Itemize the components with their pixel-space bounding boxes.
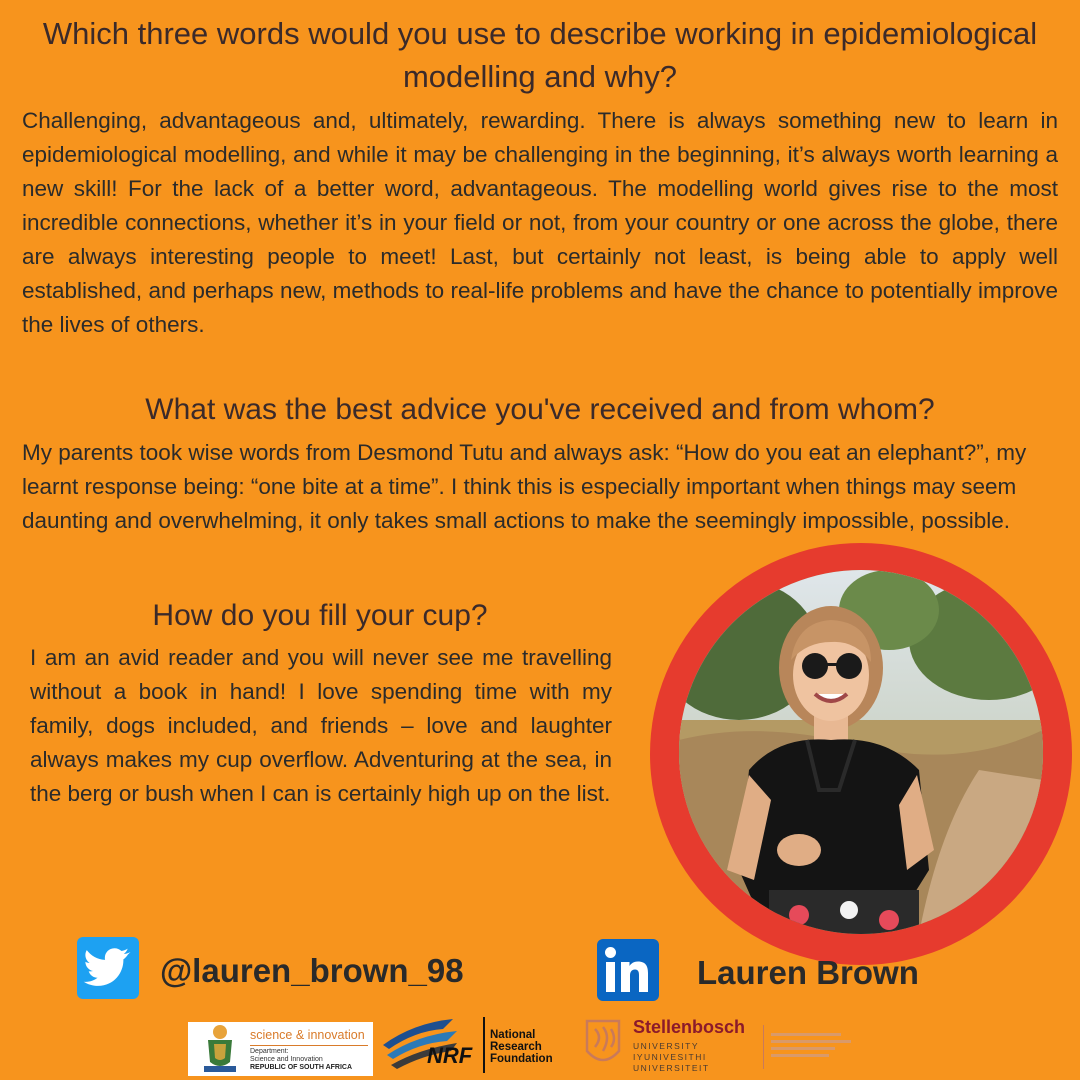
dsi-divider [250,1045,368,1046]
su-lines [633,1041,710,1074]
nrf-abbr: NRF [427,1043,473,1068]
coat-of-arms-icon [194,1022,246,1076]
su-line2: IYUNIVESITHI [633,1052,707,1062]
linkedin-name[interactable]: Lauren Brown [697,954,919,991]
dsi-line1: science & innovation [250,1028,365,1042]
twitter-handle[interactable]: @lauren_brown_98 [160,952,464,989]
dsi-line3: Science and Innovation [250,1056,323,1063]
stellenbosch-crest-icon [583,1017,623,1073]
dsi-line2: Department: [250,1048,289,1055]
su-name: Stellenbosch [633,1017,746,1037]
nrf-logo [383,1015,573,1077]
linkedin-glyph [597,939,659,1001]
su-line3: UNIVERSITEIT [633,1063,710,1073]
su-divider [763,1025,764,1069]
answer-3-text: I am an avid reader and you will never see me travelling without a book in hand! I love spending time with my family, dogs included, and friends – love and laughter always makes my cup overflow. Adventuring at the sea, in the berg or bush when I can is certainly high up on the list. [30,645,612,806]
twitter-bird-icon[interactable] [77,937,139,999]
question-1-title: Which three words would you use to describe working in epidemiological modelling and why? [42,16,1038,94]
su-faint-text [771,1029,851,1061]
nrf-divider [483,1017,485,1073]
answer-1-text: Challenging, advantageous and, ultimately, rewarding. There is always something new to learn in epidemiological modelling, and while it may be challenging in the beginning, it’s always worth learning a new skill! For the lack of a better word, advantageous. The modelling world gives rise to the most incredible connections, whether it’s in your field or not, from your country or one across the globe, there are always interesting people to meet! Last, but certainly not least, is being able to apply well established, and perhaps new, methods to real-life problems and have the chance to potentially improve the lives of others. [22,108,1058,337]
twitter-bird-glyph [77,937,139,999]
nrf-line3: Foundation [490,1053,553,1065]
nrf-line2: Research [490,1041,542,1053]
nrf-line1: National [490,1029,536,1041]
dsi-logo [188,1022,373,1076]
answer-2-text: My parents took wise words from Desmond Tutu and always ask: “How do you eat an elephant?”, my learnt response being: “one bite at a time”. I think this is especially important when things may seem daunting and overwhelming, it only takes small actions to make the seemingly impossible, possible. [22,440,1027,533]
dsi-line4: REPUBLIC OF SOUTH AFRICA [250,1064,353,1071]
nrf-name [490,1029,553,1065]
profile-photo [679,570,1043,934]
stellenbosch-logo [583,1017,858,1077]
linkedin-icon[interactable] [597,939,659,1001]
su-line1: UNIVERSITY [633,1041,700,1051]
portrait-illustration [679,570,1043,934]
question-2-title: What was the best advice you've received and from whom? [145,393,935,426]
question-3-title: How do you fill your cup? [152,599,488,632]
